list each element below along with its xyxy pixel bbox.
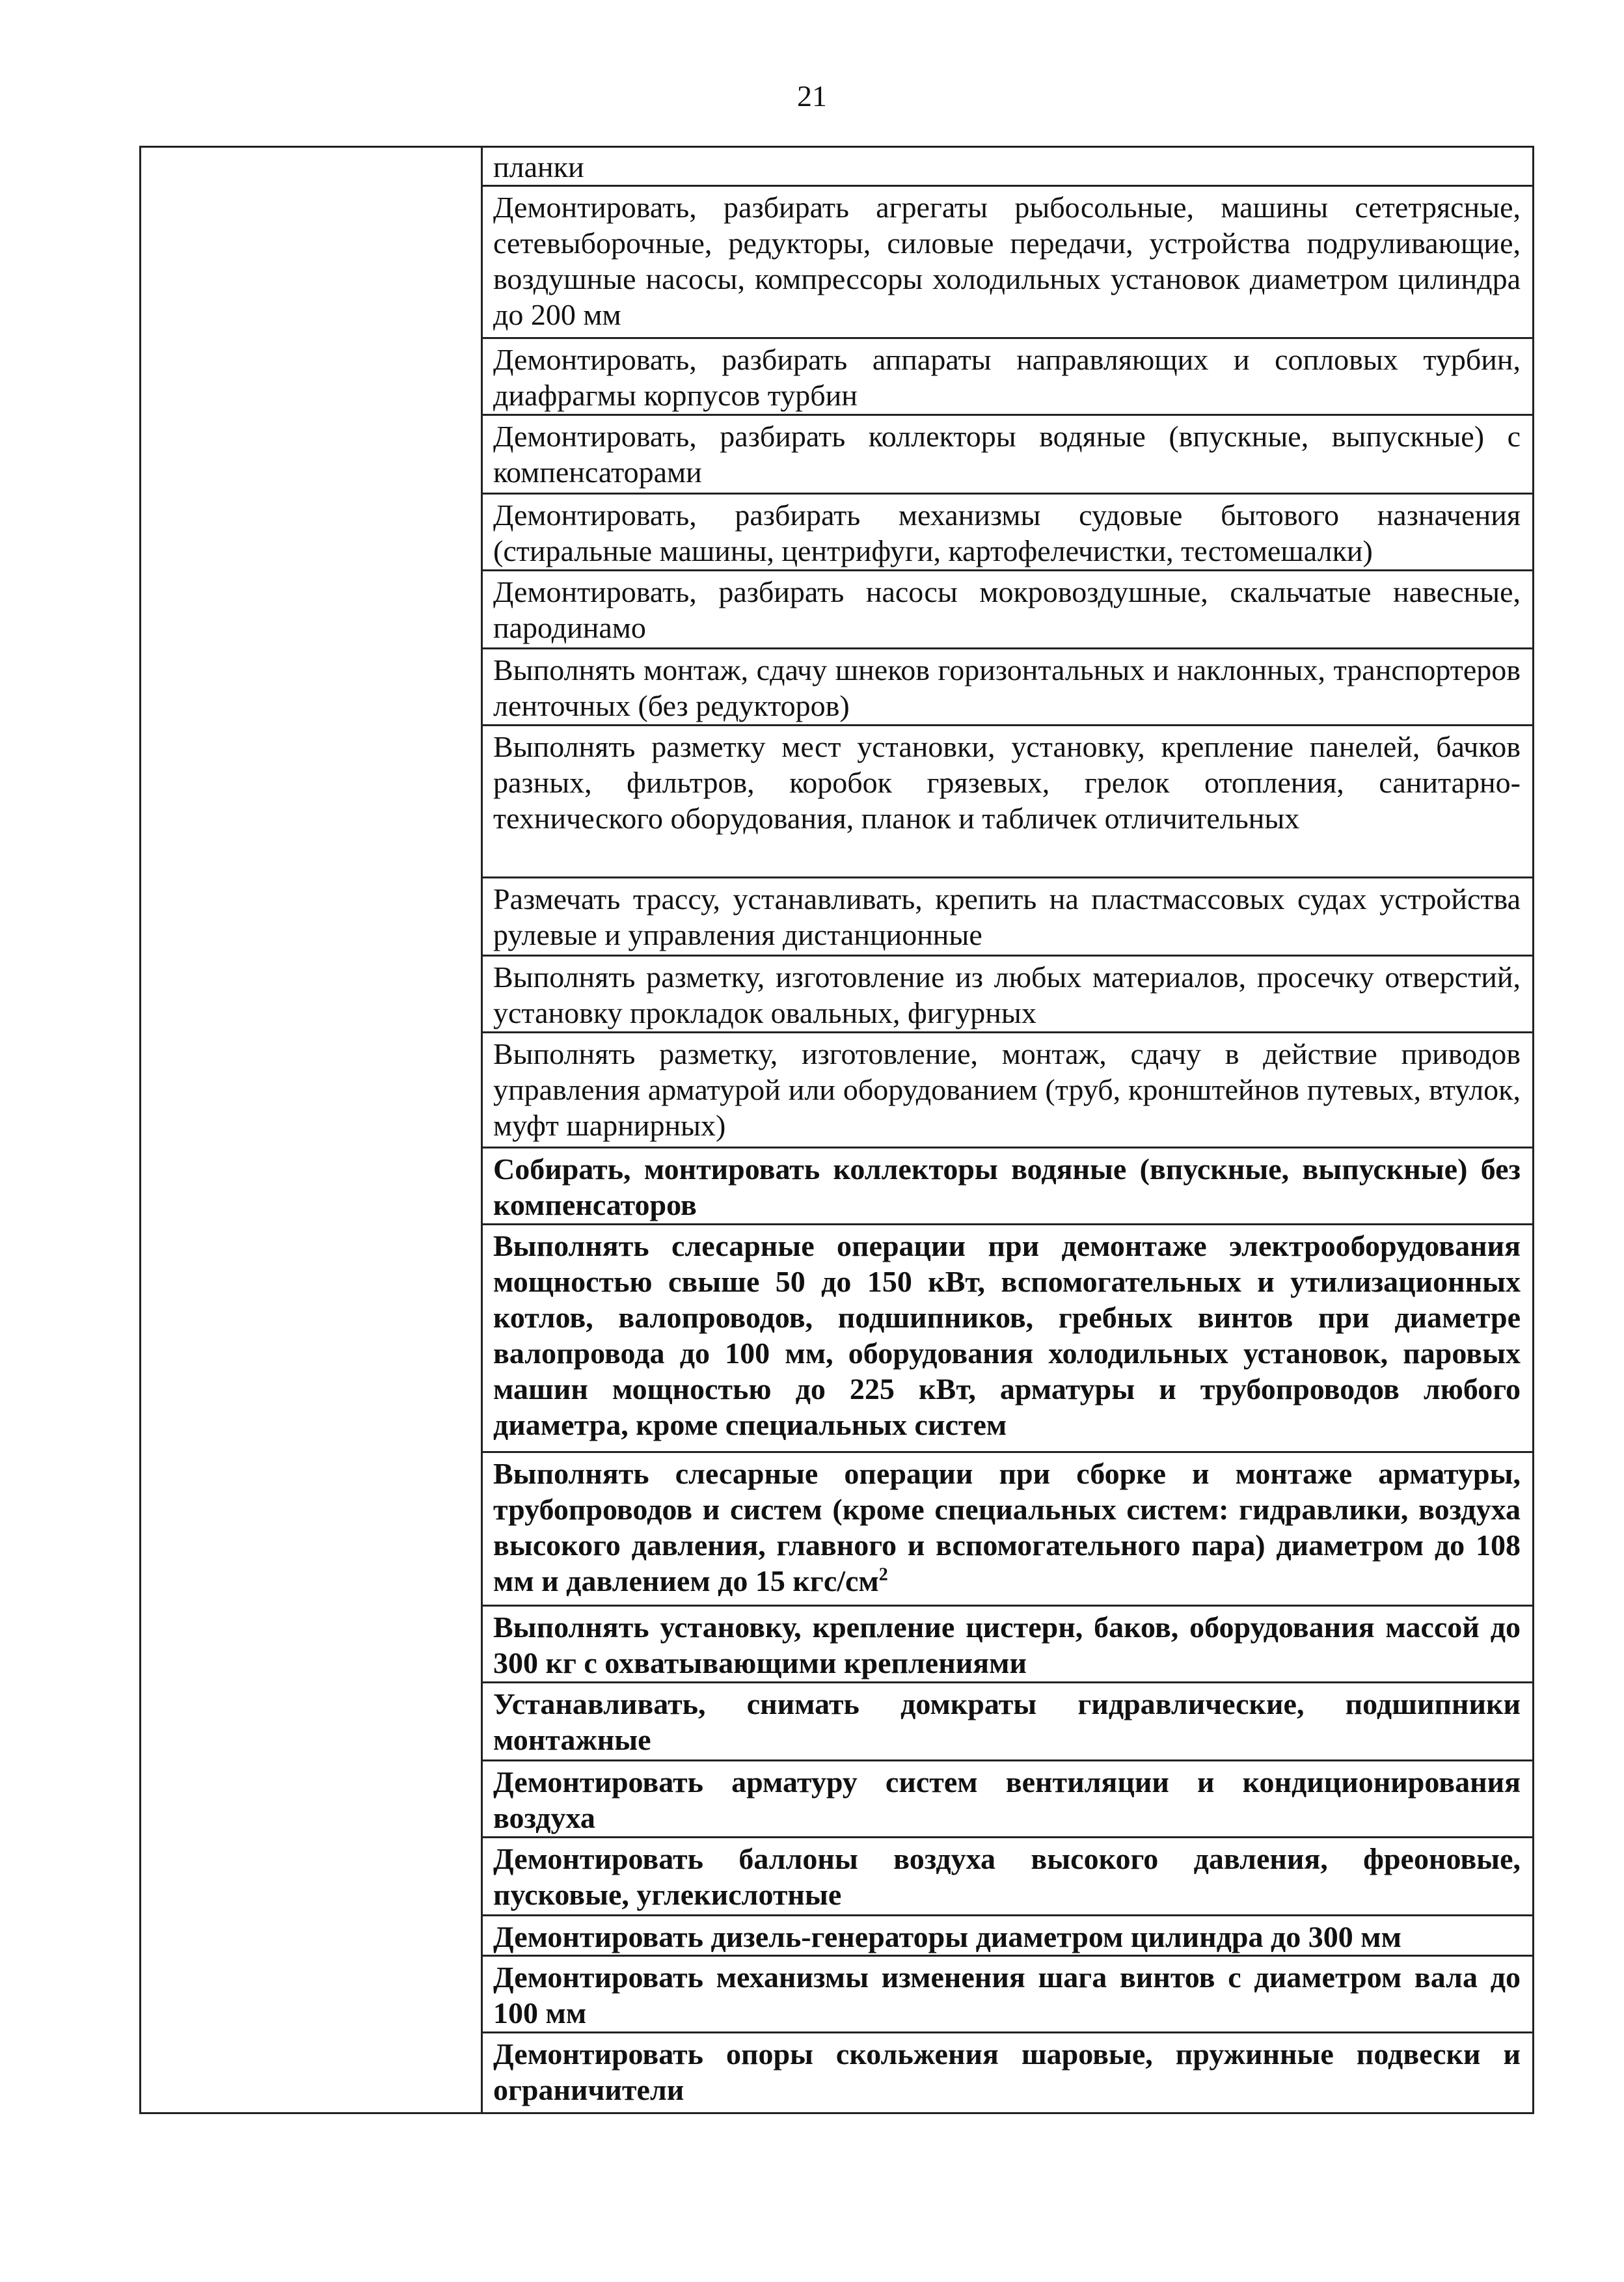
row-text: Демонтировать, разбирать агрегаты рыбосольные, машины сететрясные, сетевыборочные, редукторы, силовые передачи, устройства подруливающие, воздушные насосы, компрессоры холодильных установок диаметром цилиндра до 200 мм bbox=[493, 191, 1521, 331]
row-text: Демонтировать, разбирать аппараты направляющих и сопловых турбин, диафрагмы корпусов турбин bbox=[493, 343, 1521, 412]
row-text: Устанавливать, снимать домкраты гидравлические, подшипники монтажные bbox=[493, 1687, 1521, 1756]
table-cell bbox=[482, 1916, 1534, 1956]
table-cell bbox=[482, 1148, 1534, 1225]
row-text: Выполнять разметку, изготовление, монтаж, сдачу в действие приводов управления арматурой или оборудованием (труб, кронштейнов путевых, втулок, муфт шарнирных) bbox=[493, 1037, 1521, 1142]
duties-table bbox=[139, 146, 1534, 2114]
row-text: Выполнять разметку мест установки, установку, крепление панелей, бачков разных, фильтров, коробок грязевых, грелок отопления, санитарно-технического оборудования, планок и табличек отличительных bbox=[493, 730, 1521, 835]
table-cell bbox=[482, 2033, 1534, 2113]
table-cell bbox=[482, 1606, 1534, 1683]
row-text: Демонтировать, разбирать коллекторы водяные (впускные, выпускные) с компенсаторами bbox=[493, 420, 1521, 489]
row-text: Демонтировать дизель-генераторы диаметром цилиндра до 300 мм bbox=[493, 1920, 1401, 1953]
table-cell bbox=[482, 571, 1534, 649]
table-cell bbox=[482, 878, 1534, 956]
table-cell bbox=[482, 649, 1534, 726]
table-cell bbox=[482, 1033, 1534, 1148]
row-text: Демонтировать, разбирать насосы мокровоздушные, скальчатые навесные, пародинамо bbox=[493, 575, 1521, 644]
table-cell bbox=[482, 338, 1534, 415]
row-text: Выполнять установку, крепление цистерн, баков, оборудования массой до 300 кг с охватывающими креплениями bbox=[493, 1610, 1521, 1679]
table-cell bbox=[482, 726, 1534, 878]
superscript: 2 bbox=[878, 1564, 888, 1585]
table-cell bbox=[482, 1225, 1534, 1452]
row-text: Демонтировать баллоны воздуха высокого давления, фреоновые, пусковые, углекислотные bbox=[493, 1842, 1521, 1911]
row-text-main: Выполнять слесарные операции при сборке и монтаже арматуры, трубопроводов и систем (кроме специальных систем: гидравлики, воздуха высокого давления, главного и вспомогательного пара) диаметром до 108 мм и давлением до 15 кгс/см bbox=[493, 1457, 1521, 1597]
table-cell bbox=[482, 1683, 1534, 1761]
table-cell bbox=[482, 147, 1534, 186]
row-text: Выполнять разметку, изготовление из любых материалов, просечку отверстий, установку прокладок овальных, фигурных bbox=[493, 960, 1521, 1029]
row-text: Демонтировать, разбирать механизмы судовые бытового назначения (стиральные машины, центрифуги, картофелечистки, тестомешалки) bbox=[493, 498, 1521, 567]
row-text: Выполнять монтаж, сдачу шнеков горизонтальных и наклонных, транспортеров ленточных (без редукторов) bbox=[493, 653, 1521, 722]
row-text: Выполнять слесарные операции при демонтаже электрооборудования мощностью свыше 50 до 150 кВт, вспомогательных и утилизационных котлов, валопроводов, подшипников, гребных винтов при диаметре валопровода до 100 мм, оборудования холодильных установок, паровых машин мощностью до 225 кВт, арматуры и трубопроводов любого диаметра, кроме специальных систем bbox=[493, 1229, 1521, 1441]
table-cell bbox=[482, 415, 1534, 494]
table-cell bbox=[482, 186, 1534, 338]
row-text: планки bbox=[493, 150, 584, 183]
left-column-empty-cell bbox=[141, 147, 482, 2113]
row-text: Демонтировать опоры скольжения шаровые, пружинные подвески и ограничители bbox=[493, 2037, 1521, 2106]
row-text: Демонтировать арматуру систем вентиляции и кондиционирования воздуха bbox=[493, 1765, 1521, 1834]
table-cell bbox=[482, 956, 1534, 1033]
row-text: Собирать, монтировать коллекторы водяные (впускные, выпускные) без компенсаторов bbox=[493, 1152, 1521, 1221]
table-row bbox=[141, 147, 1534, 186]
table-cell bbox=[482, 1838, 1534, 1916]
table-cell bbox=[482, 1956, 1534, 2033]
table-cell bbox=[482, 1761, 1534, 1838]
table-cell bbox=[482, 1452, 1534, 1606]
row-text: Размечать трассу, устанавливать, крепить на пластмассовых судах устройства рулевые и управления дистанционные bbox=[493, 882, 1521, 951]
row-text bbox=[483, 1453, 1532, 1599]
page-number: 21 bbox=[797, 79, 827, 113]
row-text: Демонтировать механизмы изменения шага винтов с диаметром вала до 100 мм bbox=[493, 1961, 1521, 2030]
table-cell bbox=[482, 494, 1534, 571]
